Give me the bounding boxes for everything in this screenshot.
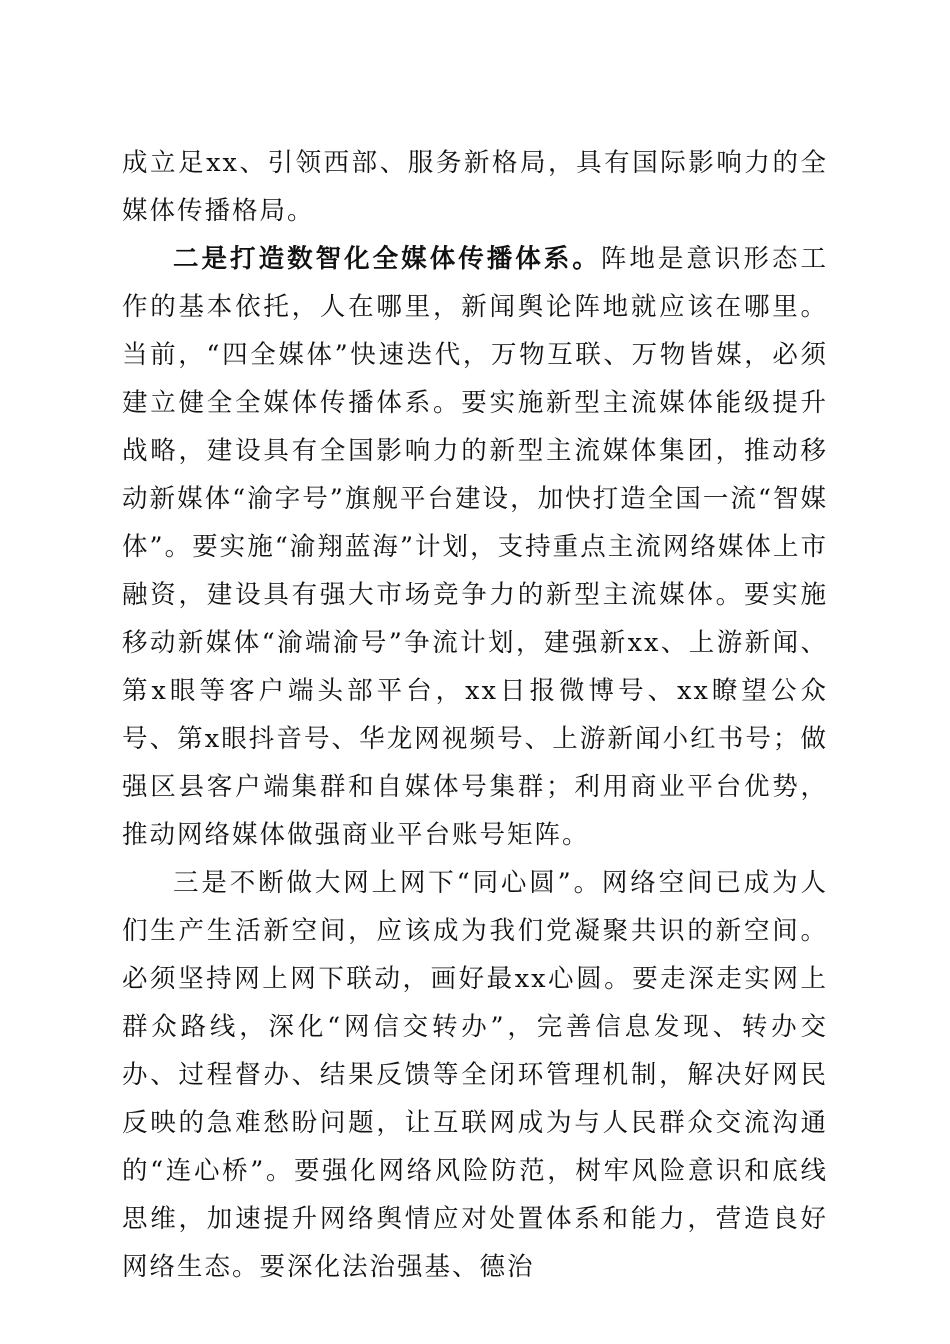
paragraph-text: 阵地是意识形态工作的基本依托，人在哪里，新闻舆论阵地就应该在哪里。当前，“四全媒体”快速迭代，万物互联、万物皆媒，必须建立健全全媒体传播体系。要实施新型主流媒体能级提升战略，建设具有全国影响力的新型主流媒体集团，推动移动新媒体“渝字号”旗舰平台建设，加快打造全国一流“智媒体”。要实施“渝翔蓝海”计划，支持重点主流网络媒体上市融资，建设具有强大市场竞争力的新型主流媒体。要实施移动新媒体“渝端渝号”争流计划，建强新xx、上游新闻、第x眼等客户端头部平台，xx日报微博号、xx瞭望公众号、第x眼抖音号、华龙网视频号、上游新闻小红书号；做强区县客户端集群和自媒体号集群；利用商业平台优势，推动网络媒体做强商业平台账号矩阵。	[122, 244, 828, 850]
paragraph-media-system	[122, 235, 828, 859]
paragraph-text: 成立足xx、引领西部、服务新格局，具有国际影响力的全媒体传播格局。	[122, 148, 828, 226]
document-body	[122, 139, 828, 1291]
paragraph-continuation	[122, 139, 828, 235]
paragraph-concentric-circle	[122, 859, 828, 1291]
paragraph-heading: 二是打造数智化全媒体传播体系。	[173, 244, 601, 274]
paragraph-text: 三是不断做大网上网下“同心圆”。网络空间已成为人们生产生活新空间，应该成为我们党凝聚共识的新空间。必须坚持网上网下联动，画好最xx心圆。要走深走实网上群众路线，深化“网信交转办”，完善信息发现、转办交办、过程督办、结果反馈等全闭环管理机制，解决好网民反映的急难愁盼问题，让互联网成为与人民群众交流沟通的“连心桥”。要强化网络风险防范，树牢风险意识和底线思维，加速提升网络舆情应对处置体系和能力，营造良好网络生态。要深化法治强基、德治	[122, 868, 828, 1282]
